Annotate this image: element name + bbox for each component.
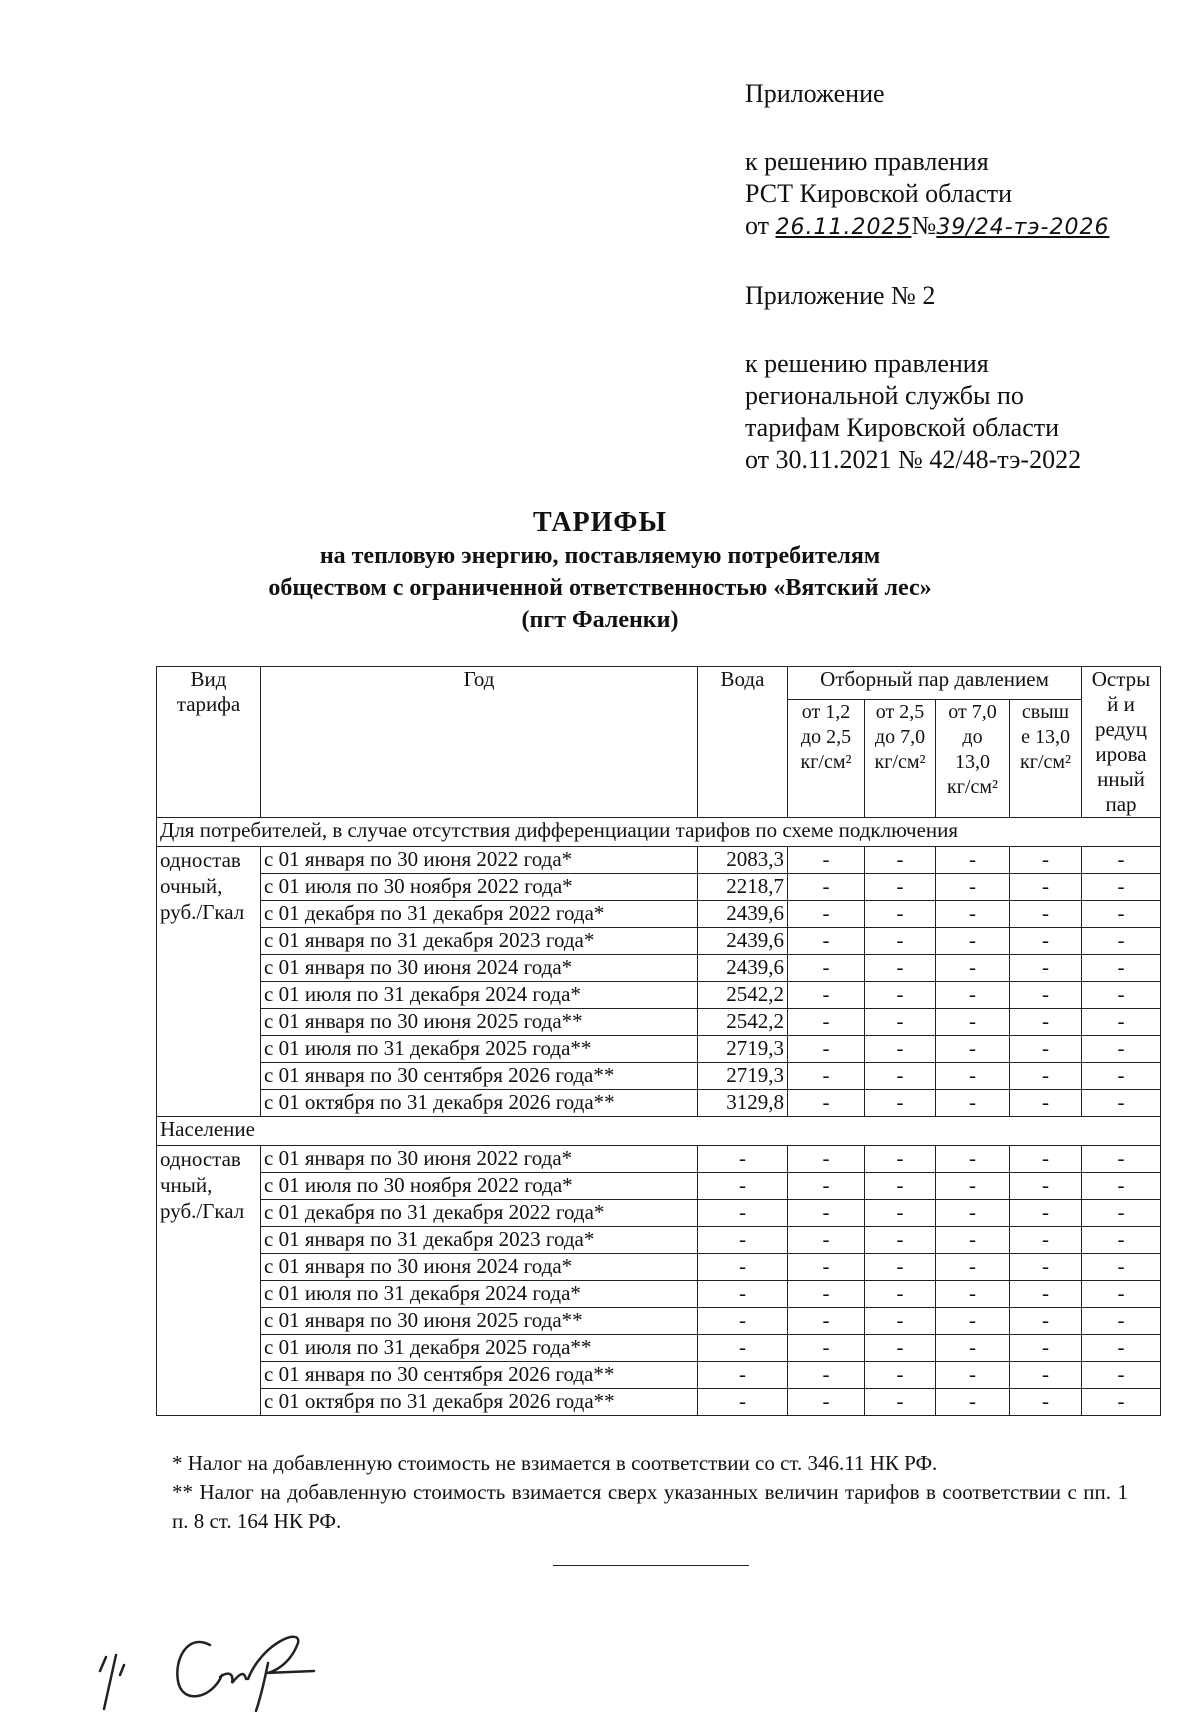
period-cell: с 01 июля по 31 декабря 2025 года** — [261, 1335, 698, 1362]
steam-value-cell: - — [936, 1200, 1010, 1227]
attachment-decision-line: к решению правления — [745, 147, 989, 176]
steam-value-cell: - — [1082, 1173, 1161, 1200]
appendix-decision-line: к решению правления — [745, 349, 989, 378]
period-cell: с 01 января по 30 июня 2024 года* — [261, 955, 698, 982]
steam-value-cell: - — [788, 1308, 865, 1335]
steam-value-cell: - — [865, 1090, 936, 1117]
steam-value-cell: - — [1010, 1335, 1082, 1362]
steam-value-cell: - — [1010, 1308, 1082, 1335]
table-row — [157, 1335, 1161, 1362]
table-row — [157, 1227, 1161, 1254]
attachment-title: Приложение — [745, 79, 885, 108]
header-tariff-kind: Вид тарифа — [157, 667, 261, 818]
table-row — [157, 1146, 1161, 1173]
title-heading: ТАРИФЫ — [533, 507, 667, 538]
steam-value-cell: - — [1010, 955, 1082, 982]
tariff-kind-line: чный, — [160, 1173, 213, 1197]
date-prefix: от — [745, 211, 770, 240]
water-value-cell: - — [698, 1281, 788, 1308]
steam-value-cell: - — [788, 1090, 865, 1117]
steam-value-cell: - — [865, 955, 936, 982]
water-value-cell: - — [698, 1146, 788, 1173]
steam-value-cell: - — [936, 1227, 1010, 1254]
period-cell: с 01 января по 30 июня 2025 года** — [261, 1009, 698, 1036]
steam-value-cell: - — [788, 955, 865, 982]
steam-value-cell: - — [788, 1173, 865, 1200]
header-year: Год — [261, 667, 698, 818]
table-row — [157, 1090, 1161, 1117]
steam-value-cell: - — [1082, 1009, 1161, 1036]
table-row — [157, 1281, 1161, 1308]
steam-value-cell: - — [1010, 1090, 1082, 1117]
steam-value-cell: - — [788, 1009, 865, 1036]
water-value-cell: - — [698, 1200, 788, 1227]
steam-value-cell: - — [1082, 1308, 1161, 1335]
steam-value-cell: - — [1010, 1173, 1082, 1200]
water-value-cell: - — [698, 1335, 788, 1362]
period-cell: с 01 января по 31 декабря 2023 года* — [261, 1227, 698, 1254]
period-cell: с 01 января по 30 июня 2022 года* — [261, 847, 698, 874]
appendix-region-line: тарифам Кировской области — [745, 413, 1060, 442]
steam-value-cell: - — [788, 901, 865, 928]
attachment-date-line — [745, 210, 1175, 244]
steam-value-cell: - — [865, 901, 936, 928]
steam-value-cell: - — [865, 982, 936, 1009]
steam-value-cell: - — [936, 982, 1010, 1009]
footnote-2: ** Налог на добавленную стоимость взимается сверх указанных величин тарифов в соответствии с пп. 1 п. 8 ст. 164 НК РФ. — [172, 1480, 1128, 1533]
steam-value-cell: - — [1082, 1254, 1161, 1281]
table-row — [157, 1254, 1161, 1281]
header-pressure-1: от 1,2 до 2,5 кг/см² — [788, 700, 865, 818]
table-row — [157, 1308, 1161, 1335]
steam-value-cell: - — [1010, 1362, 1082, 1389]
water-value-cell: 2083,3 — [698, 847, 788, 874]
steam-value-cell: - — [936, 901, 1010, 928]
steam-value-cell: - — [936, 1036, 1010, 1063]
water-value-cell: 2439,6 — [698, 901, 788, 928]
header-pressure-2: от 2,5 до 7,0 кг/см² — [865, 700, 936, 818]
steam-value-cell: - — [1010, 1281, 1082, 1308]
water-value-cell: 2218,7 — [698, 874, 788, 901]
steam-value-cell: - — [1082, 1389, 1161, 1416]
steam-value-cell: - — [1082, 901, 1161, 928]
table-row — [157, 928, 1161, 955]
steam-value-cell: - — [1082, 1036, 1161, 1063]
table-row — [157, 1389, 1161, 1416]
steam-value-cell: - — [865, 1254, 936, 1281]
water-value-cell: 2439,6 — [698, 955, 788, 982]
water-value-cell: 2439,6 — [698, 928, 788, 955]
signature-mark — [92, 1613, 352, 1713]
steam-value-cell: - — [936, 1063, 1010, 1090]
period-cell: с 01 октября по 31 декабря 2026 года** — [261, 1090, 698, 1117]
steam-value-cell: - — [788, 928, 865, 955]
steam-value-cell: - — [788, 1254, 865, 1281]
table-row — [157, 1362, 1161, 1389]
table-row — [157, 1200, 1161, 1227]
steam-value-cell: - — [936, 847, 1010, 874]
steam-value-cell: - — [788, 1389, 865, 1416]
steam-value-cell: - — [865, 1173, 936, 1200]
steam-value-cell: - — [788, 1281, 865, 1308]
table-row — [157, 1009, 1161, 1036]
tariff-kind-line: руб./Гкал — [160, 900, 245, 924]
steam-value-cell: - — [865, 928, 936, 955]
steam-value-cell: - — [1010, 1146, 1082, 1173]
steam-value-cell: - — [936, 1362, 1010, 1389]
header-water: Вода — [698, 667, 788, 818]
document-title — [0, 506, 1200, 636]
steam-value-cell: - — [1082, 1200, 1161, 1227]
footnote-1: * Налог на добавленную стоимость не взимается в соответствии со ст. 346.11 НК РФ. — [172, 1451, 938, 1475]
steam-value-cell: - — [865, 1308, 936, 1335]
steam-value-cell: - — [1082, 1063, 1161, 1090]
steam-value-cell: - — [1010, 1254, 1082, 1281]
attachment-authority-line: РСТ Кировской области — [745, 179, 1013, 208]
steam-value-cell: - — [788, 1146, 865, 1173]
header-sharp-steam: Остры й и редуц ирова нный пар — [1082, 667, 1161, 818]
period-cell: с 01 января по 30 июня 2025 года** — [261, 1308, 698, 1335]
water-value-cell: - — [698, 1254, 788, 1281]
table-row — [157, 955, 1161, 982]
water-value-cell: 2719,3 — [698, 1063, 788, 1090]
tariff-kind-cell — [157, 847, 261, 1117]
section-row — [157, 1117, 1161, 1146]
period-cell: с 01 октября по 31 декабря 2026 года** — [261, 1389, 698, 1416]
steam-value-cell: - — [1010, 1036, 1082, 1063]
water-value-cell: - — [698, 1308, 788, 1335]
appendix-title: Приложение № 2 — [745, 281, 936, 310]
number-prefix: № — [911, 211, 937, 240]
steam-value-cell: - — [865, 847, 936, 874]
steam-value-cell: - — [1010, 901, 1082, 928]
table-row — [157, 901, 1161, 928]
steam-value-cell: - — [1082, 1335, 1161, 1362]
tariff-table-body — [157, 818, 1161, 1416]
tariff-kind-line: одностав — [160, 848, 241, 872]
steam-value-cell: - — [936, 1254, 1010, 1281]
period-cell: с 01 декабря по 31 декабря 2022 года* — [261, 1200, 698, 1227]
steam-value-cell: - — [1082, 1362, 1161, 1389]
tariff-kind-line: руб./Гкал — [160, 1199, 245, 1223]
steam-value-cell: - — [865, 1200, 936, 1227]
table-row — [157, 874, 1161, 901]
title-line-2: обществом с ограниченной ответственностью «Вятский лес» — [268, 575, 932, 601]
steam-value-cell: - — [1010, 1200, 1082, 1227]
header-steam-group: Отборный пар давлением — [788, 667, 1082, 700]
steam-value-cell: - — [788, 1063, 865, 1090]
steam-value-cell: - — [865, 1389, 936, 1416]
steam-value-cell: - — [936, 1009, 1010, 1036]
steam-value-cell: - — [936, 1173, 1010, 1200]
steam-value-cell: - — [1010, 1227, 1082, 1254]
steam-value-cell: - — [788, 1227, 865, 1254]
attachment-block — [745, 78, 1175, 476]
table-row — [157, 847, 1161, 874]
steam-value-cell: - — [936, 1090, 1010, 1117]
steam-value-cell: - — [1010, 847, 1082, 874]
steam-value-cell: - — [936, 955, 1010, 982]
steam-value-cell: - — [865, 1281, 936, 1308]
water-value-cell: 2542,2 — [698, 1009, 788, 1036]
header-pressure-4: свыш е 13,0 кг/см² — [1010, 700, 1082, 818]
steam-value-cell: - — [865, 1227, 936, 1254]
steam-value-cell: - — [865, 874, 936, 901]
steam-value-cell: - — [788, 1335, 865, 1362]
steam-value-cell: - — [865, 1146, 936, 1173]
section-label: Для потребителей, в случае отсутствия дифференциации тарифов по схеме подключения — [157, 818, 1161, 847]
steam-value-cell: - — [788, 847, 865, 874]
steam-value-cell: - — [865, 1335, 936, 1362]
table-row — [157, 982, 1161, 1009]
tariff-table — [156, 666, 1161, 1416]
tariff-kind-line: очный, — [160, 874, 223, 898]
steam-value-cell: - — [788, 874, 865, 901]
section-row — [157, 818, 1161, 847]
table-row — [157, 1173, 1161, 1200]
water-value-cell: - — [698, 1362, 788, 1389]
water-value-cell: - — [698, 1173, 788, 1200]
steam-value-cell: - — [865, 1063, 936, 1090]
handwritten-date: 26.11.2025 — [775, 215, 912, 240]
period-cell: с 01 декабря по 31 декабря 2022 года* — [261, 901, 698, 928]
period-cell: с 01 июля по 30 ноября 2022 года* — [261, 1173, 698, 1200]
period-cell: с 01 июля по 31 декабря 2025 года** — [261, 1036, 698, 1063]
tariff-kind-cell — [157, 1146, 261, 1416]
steam-value-cell: - — [936, 928, 1010, 955]
appendix-date-line: от 30.11.2021 № 42/48-тэ-2022 — [745, 445, 1082, 474]
steam-value-cell: - — [936, 1389, 1010, 1416]
steam-value-cell: - — [1010, 874, 1082, 901]
title-line-3: (пгт Фаленки) — [521, 607, 679, 633]
steam-value-cell: - — [1082, 847, 1161, 874]
steam-value-cell: - — [1082, 982, 1161, 1009]
footnotes — [172, 1449, 1128, 1536]
steam-value-cell: - — [936, 1335, 1010, 1362]
steam-value-cell: - — [1082, 1146, 1161, 1173]
steam-value-cell: - — [1082, 1281, 1161, 1308]
steam-value-cell: - — [1082, 955, 1161, 982]
steam-value-cell: - — [788, 1362, 865, 1389]
steam-value-cell: - — [1082, 1090, 1161, 1117]
steam-value-cell: - — [1082, 928, 1161, 955]
water-value-cell: 2719,3 — [698, 1036, 788, 1063]
steam-value-cell: - — [936, 1146, 1010, 1173]
steam-value-cell: - — [788, 982, 865, 1009]
period-cell: с 01 июля по 31 декабря 2024 года* — [261, 982, 698, 1009]
water-value-cell: - — [698, 1389, 788, 1416]
period-cell: с 01 января по 30 июня 2024 года* — [261, 1254, 698, 1281]
steam-value-cell: - — [1010, 1009, 1082, 1036]
table-row — [157, 1036, 1161, 1063]
steam-value-cell: - — [1010, 1389, 1082, 1416]
steam-value-cell: - — [936, 1281, 1010, 1308]
period-cell: с 01 января по 30 сентября 2026 года** — [261, 1063, 698, 1090]
water-value-cell: - — [698, 1227, 788, 1254]
appendix-service-line: региональной службы по — [745, 381, 1024, 410]
steam-value-cell: - — [1010, 1063, 1082, 1090]
steam-value-cell: - — [865, 1036, 936, 1063]
period-cell: с 01 января по 30 июня 2022 года* — [261, 1146, 698, 1173]
steam-value-cell: - — [936, 1308, 1010, 1335]
steam-value-cell: - — [865, 1362, 936, 1389]
title-line-1: на тепловую энергию, поставляемую потребителям — [319, 543, 881, 569]
period-cell: с 01 января по 30 сентября 2026 года** — [261, 1362, 698, 1389]
handwritten-number: 39/24-тэ-2026 — [936, 215, 1110, 240]
steam-value-cell: - — [788, 1036, 865, 1063]
separator-line — [553, 1565, 749, 1566]
period-cell: с 01 июля по 31 декабря 2024 года* — [261, 1281, 698, 1308]
table-row — [157, 1063, 1161, 1090]
section-label: Население — [157, 1117, 1161, 1146]
steam-value-cell: - — [865, 1009, 936, 1036]
steam-value-cell: - — [788, 1200, 865, 1227]
water-value-cell: 3129,8 — [698, 1090, 788, 1117]
period-cell: с 01 июля по 30 ноября 2022 года* — [261, 874, 698, 901]
steam-value-cell: - — [1082, 874, 1161, 901]
header-pressure-3: от 7,0 до 13,0 кг/см² — [936, 700, 1010, 818]
steam-value-cell: - — [936, 874, 1010, 901]
water-value-cell: 2542,2 — [698, 982, 788, 1009]
steam-value-cell: - — [1010, 928, 1082, 955]
steam-value-cell: - — [1010, 982, 1082, 1009]
steam-value-cell: - — [1082, 1227, 1161, 1254]
tariff-kind-line: одностав — [160, 1147, 241, 1171]
period-cell: с 01 января по 31 декабря 2023 года* — [261, 928, 698, 955]
